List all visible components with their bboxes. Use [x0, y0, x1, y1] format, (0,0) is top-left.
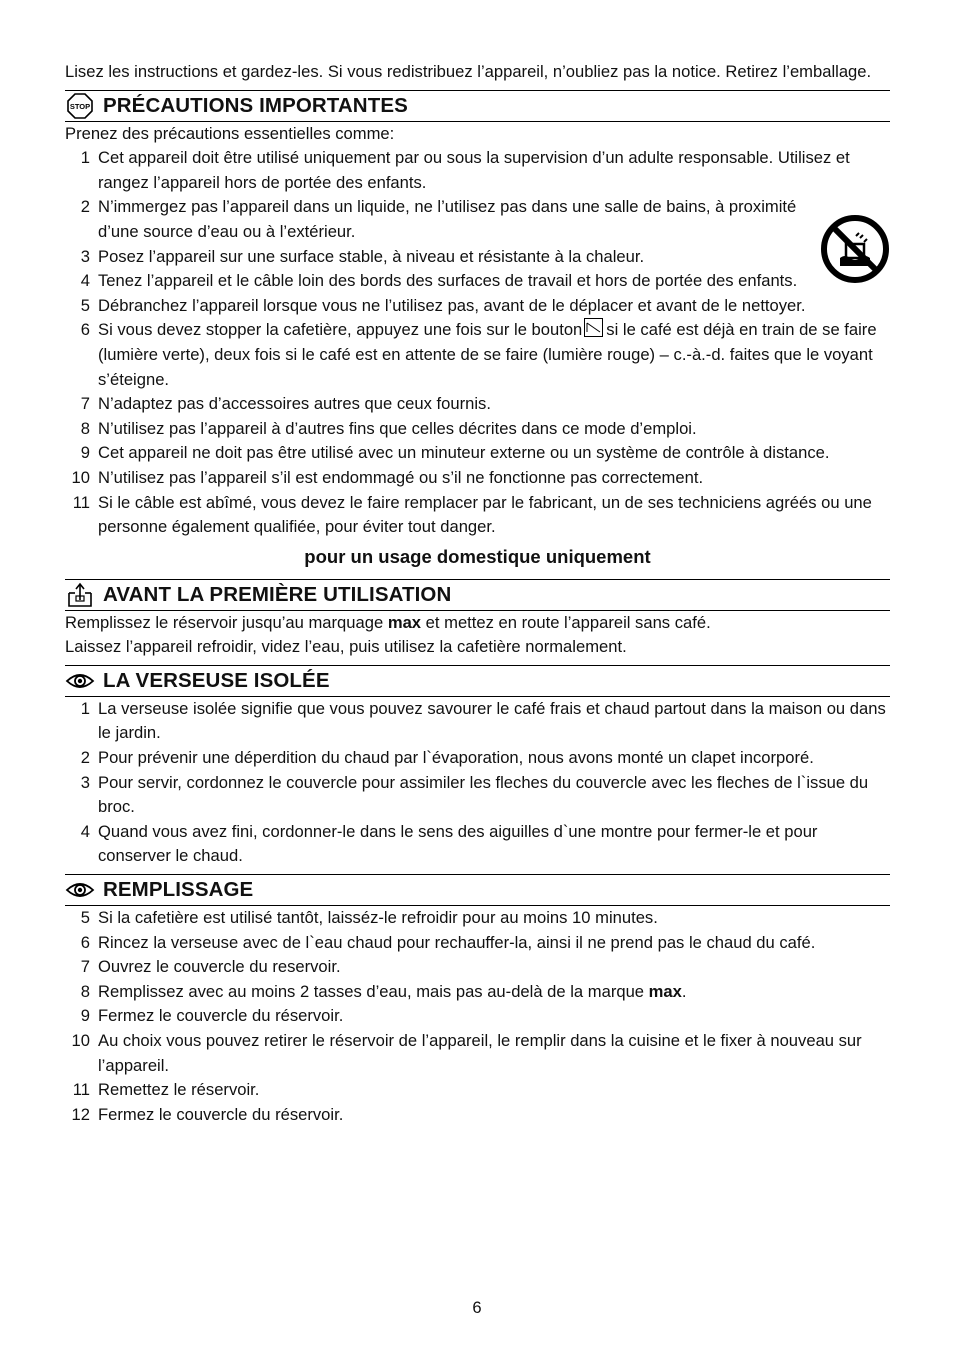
list-item: 7 Ouvrez le couvercle du reservoir.	[80, 957, 341, 977]
list-item: 10 Au choix vous pouvez retirer le réservoir de l’appareil, le remplir dans la cuisine et le fixer à nouveau sur l’appareil.	[71, 1031, 862, 1075]
precautions-title: PRÉCAUTIONS IMPORTANTES	[103, 93, 408, 117]
list-item: 4 Quand vous avez fini, cordonner-le dans le sens des aiguilles d`une montre pour fermer-le et pour conserver le chaud.	[80, 821, 818, 866]
filling-list	[65, 906, 890, 1127]
list-item: 2 N’immergez pas l’appareil dans un liquide, ne l’utilisez pas dans une salle de bains, à proximité d’une source d’eau ou à l’extérieur.	[80, 197, 797, 241]
list-item: 2 Pour prévenir une déperdition du chaud par l`évaporation, nous avons monté un clapet incorporé.	[80, 748, 814, 768]
insulated-jug-list	[65, 697, 890, 869]
before-first-use-title: AVANT LA PREMIÈRE UTILISATION	[103, 582, 452, 606]
list-item: 9 Cet appareil ne doit pas être utilisé avec un minuteur externe ou un système de contrôle à distance.	[80, 443, 830, 463]
list-item: 5 Si la cafetière est utilisé tantôt, laisséz-le refroidir pour au moins 10 minutes.	[80, 908, 658, 928]
eye-icon	[65, 667, 95, 695]
list-item: 8 Remplissez avec au moins 2 tasses d’eau, mais pas au-delà de la marque max.	[80, 981, 687, 1001]
list-item: 11 Si le câble est abîmé, vous devez le faire remplacer par le fabricant, un de ses techniciens agréés ou une personne également qualifiée, pour éviter tout danger.	[72, 492, 872, 537]
before-first-use-line2: Laissez l’appareil refroidir, videz l’eau, puis utilisez la cafetière normalement.	[65, 637, 627, 657]
manual-page	[65, 60, 890, 1127]
list-item: 7 N’adaptez pas d’accessoires autres que ceux fournis.	[80, 394, 491, 414]
list-item: 9 Fermez le couvercle du réservoir.	[80, 1006, 344, 1026]
before-first-use-line1: Remplissez le réservoir jusqu’au marquage max et mettez en route l’appareil sans café.	[65, 612, 711, 632]
precautions-header	[65, 90, 890, 122]
before-first-use-header	[65, 579, 890, 611]
list-item: 10 N’utilisez pas l’appareil s’il est endommagé ou s’il ne fonctionne pas correctement.	[71, 467, 704, 487]
domestic-use-note: pour un usage domestique uniquement	[304, 545, 651, 567]
insulated-jug-header	[65, 665, 890, 697]
list-item: 3 Pour servir, cordonnez le couvercle pour assimiler les fleches du couvercle avec les fleches de l`issue du broc.	[80, 772, 869, 817]
list-item: 6 Rincez la verseuse avec de l`eau chaud pour rechauffer-la, ainsi il ne prend pas le chaud du café.	[80, 932, 816, 952]
list-item: 5 Débranchez l’appareil lorsque vous ne l’utilisez pas, avant de le déplacer et avant de le nettoyer.	[80, 295, 806, 315]
filling-title: REMPLISSAGE	[103, 878, 254, 902]
list-item: 8 N’utilisez pas l’appareil à d’autres fins que celles décrites dans ce mode d’emploi.	[80, 418, 697, 438]
insulated-jug-title: LA VERSEUSE ISOLÉE	[103, 668, 330, 692]
list-item: 4 Tenez l’appareil et le câble loin des bords des surfaces de travail et hors de portée des enfants.	[80, 271, 798, 291]
stop-icon	[65, 92, 95, 120]
unpack-box-icon	[65, 581, 95, 609]
list-item: 11 Remettez le réservoir.	[72, 1080, 260, 1100]
no-water-immersion-icon	[820, 214, 890, 284]
list-item: 1 Cet appareil doit être utilisé uniquement par ou sous la supervision d’un adulte responsable. Utilisez et rangez l’appareil hors de portée des enfants.	[80, 148, 850, 192]
intro-text: Lisez les instructions et gardez-les. Si vous redistribuez l’appareil, n’oubliez pas la notice. Retirez l’emballage.	[65, 62, 872, 81]
stop-icon-label: STOP	[69, 101, 91, 111]
list-item: 12 Fermez le couvercle du réservoir.	[71, 1104, 344, 1124]
stop-button-icon	[584, 318, 603, 337]
filling-header	[65, 874, 890, 906]
list-item: 1 La verseuse isolée signifie que vous pouvez savourer le café frais et chaud partout dans la maison ou dans le jardin.	[80, 698, 886, 743]
list-item: 3 Posez l’appareil sur une surface stable, à niveau et résistante à la chaleur.	[80, 246, 645, 266]
list-item: 6 Si vous devez stopper la cafetière, appuyez une fois sur le bouton si le café est déjà en train de se faire (lumière verte), deux fois si le café est en attente de se faire (lumière rouge) – c.-à.-d. faites que le voyant s’éteigne.	[80, 320, 877, 389]
precautions-list	[65, 146, 890, 540]
page-number: 6	[472, 1298, 482, 1317]
precautions-lead: Prenez des précautions essentielles comme:	[65, 123, 395, 143]
eye-icon	[65, 876, 95, 904]
